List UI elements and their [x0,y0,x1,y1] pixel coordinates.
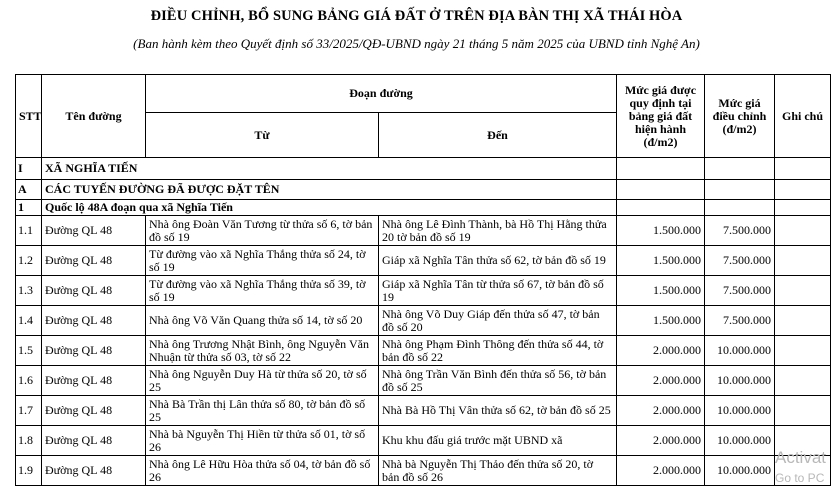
row-from: Nhà ông Đoàn Văn Tương từ thửa số 6, tờ bản đồ số 19 [146,216,379,246]
row-adjusted-price: 7.500.000 [705,246,775,276]
row-to: Nhà ông Trần Văn Bình đến thửa số 56, tờ bản đồ số 25 [379,366,617,396]
row-street-name: Đường QL 48 [42,396,146,426]
document-title: ĐIỀU CHỈNH, BỔ SUNG BẢNG GIÁ ĐẤT Ở TRÊN ĐỊA BÀN THỊ XÃ THÁI HÒA [150,8,683,24]
section-stt: 1 [16,200,42,216]
row-adjusted-price: 7.500.000 [705,276,775,306]
row-to: Giáp xã Nghĩa Tân từ thửa số 67, tờ bản đồ số 19 [379,276,617,306]
table-row [16,276,831,306]
row-adjusted-price: 10.000.000 [705,336,775,366]
row-street-name: Đường QL 48 [42,216,146,246]
row-note [775,276,831,306]
row-current-price: 2.000.000 [617,366,705,396]
row-to: Nhà ông Võ Duy Giáp đến thửa số 47, tờ bản đồ số 20 [379,306,617,336]
row-from: Từ đường vào xã Nghĩa Thắng thửa số 39, tờ số 19 [146,276,379,306]
row-current-price: 2.000.000 [617,426,705,456]
section-row [16,158,831,180]
row-current-price: 1.500.000 [617,246,705,276]
row-street-name: Đường QL 48 [42,276,146,306]
row-note [775,366,831,396]
row-to: Nhà Bà Hồ Thị Vân thửa số 62, tờ bản đồ số 25 [379,396,617,426]
row-to: Khu khu đấu giá trước mặt UBND xã [379,426,617,456]
row-stt: 1.1 [16,216,42,246]
row-to: Nhà ông Phạm Đình Thông đến thửa số 44, tờ bản đồ số 22 [379,336,617,366]
row-to: Nhà bà Nguyễn Thị Thảo đến thửa số 20, tờ bản đồ số 26 [379,456,617,486]
row-adjusted-price: 7.500.000 [705,306,775,336]
header-note: Ghi chú [775,75,831,158]
row-current-price: 1.500.000 [617,276,705,306]
row-stt: 1.7 [16,396,42,426]
header-stt: STT [16,75,42,158]
row-stt: 1.3 [16,276,42,306]
row-to: Nhà ông Lê Đình Thành, bà Hồ Thị Hằng thửa 20 tờ bản đồ số 19 [379,216,617,246]
row-current-price: 2.000.000 [617,396,705,426]
row-current-price: 2.000.000 [617,456,705,486]
row-from: Từ đường vào xã Nghĩa Thắng thửa số 24, tờ số 19 [146,246,379,276]
row-from: Nhà ông Nguyễn Duy Hà từ thửa số 20, tờ số 25 [146,366,379,396]
row-adjusted-price: 10.000.000 [705,426,775,456]
row-from: Nhà ông Trương Nhật Bình, ông Nguyễn Văn Nhuận từ thửa số 03, tờ số 22 [146,336,379,366]
row-stt: 1.4 [16,306,42,336]
table-row [16,366,831,396]
row-adjusted-price: 10.000.000 [705,456,775,486]
row-from: Nhà bà Nguyễn Thị Hiền từ thửa số 01, tờ số 26 [146,426,379,456]
windows-activation-watermark [775,448,826,488]
row-current-price: 1.500.000 [617,306,705,336]
row-stt: 1.2 [16,246,42,276]
row-street-name: Đường QL 48 [42,426,146,456]
watermark-line2: Go to PC [775,471,825,485]
table-row [16,396,831,426]
document-subtitle: (Ban hành kèm theo Quyết định số 33/2025/QĐ-UBND ngày 21 tháng 5 năm 2025 của UBND tỉnh Nghệ An) [133,36,700,51]
header-to: Đến [379,113,617,158]
section-label: Quốc lộ 48A đoạn qua xã Nghĩa Tiến [42,200,617,216]
row-stt: 1.9 [16,456,42,486]
table-row [16,306,831,336]
table-row [16,246,831,276]
row-note [775,336,831,366]
table-row [16,456,831,486]
row-current-price: 2.000.000 [617,336,705,366]
header-adjusted-price: Mức giá điều chỉnh (đ/m2) [705,75,775,158]
row-note [775,216,831,246]
section-row [16,200,831,216]
table-row [16,336,831,366]
section-label: CÁC TUYẾN ĐƯỜNG ĐÃ ĐƯỢC ĐẶT TÊN [42,180,617,200]
row-street-name: Đường QL 48 [42,306,146,336]
header-segment: Đoạn đường [146,75,617,113]
row-adjusted-price: 10.000.000 [705,396,775,426]
row-street-name: Đường QL 48 [42,456,146,486]
row-street-name: Đường QL 48 [42,246,146,276]
table-row [16,216,831,246]
section-label: XÃ NGHĨA TIẾN [42,158,617,180]
header-street-name: Tên đường [42,75,146,158]
row-from: Nhà Bà Trần thị Lân thửa số 80, tờ bản đồ số 25 [146,396,379,426]
row-stt: 1.6 [16,366,42,396]
row-from: Nhà ông Võ Văn Quang thửa số 14, tờ số 20 [146,306,379,336]
row-note [775,246,831,276]
row-note [775,396,831,426]
row-street-name: Đường QL 48 [42,336,146,366]
table-row [16,426,831,456]
watermark-line1: Activat [775,448,827,467]
row-note [775,306,831,336]
row-adjusted-price: 7.500.000 [705,216,775,246]
section-stt: I [16,158,42,180]
row-street-name: Đường QL 48 [42,366,146,396]
row-adjusted-price: 10.000.000 [705,366,775,396]
row-current-price: 1.500.000 [617,216,705,246]
row-to: Giáp xã Nghĩa Tân thửa số 62, tờ bản đồ số 19 [379,246,617,276]
header-current-price: Mức giá được quy định tại bảng giá đất hiện hành (đ/m2) [617,75,705,158]
row-stt: 1.8 [16,426,42,456]
header-from: Từ [146,113,379,158]
row-stt: 1.5 [16,336,42,366]
section-stt: A [16,180,42,200]
section-row [16,180,831,200]
row-from: Nhà ông Lê Hữu Hòa thửa số 04, tờ bản đồ số 26 [146,456,379,486]
land-price-table [15,74,831,486]
